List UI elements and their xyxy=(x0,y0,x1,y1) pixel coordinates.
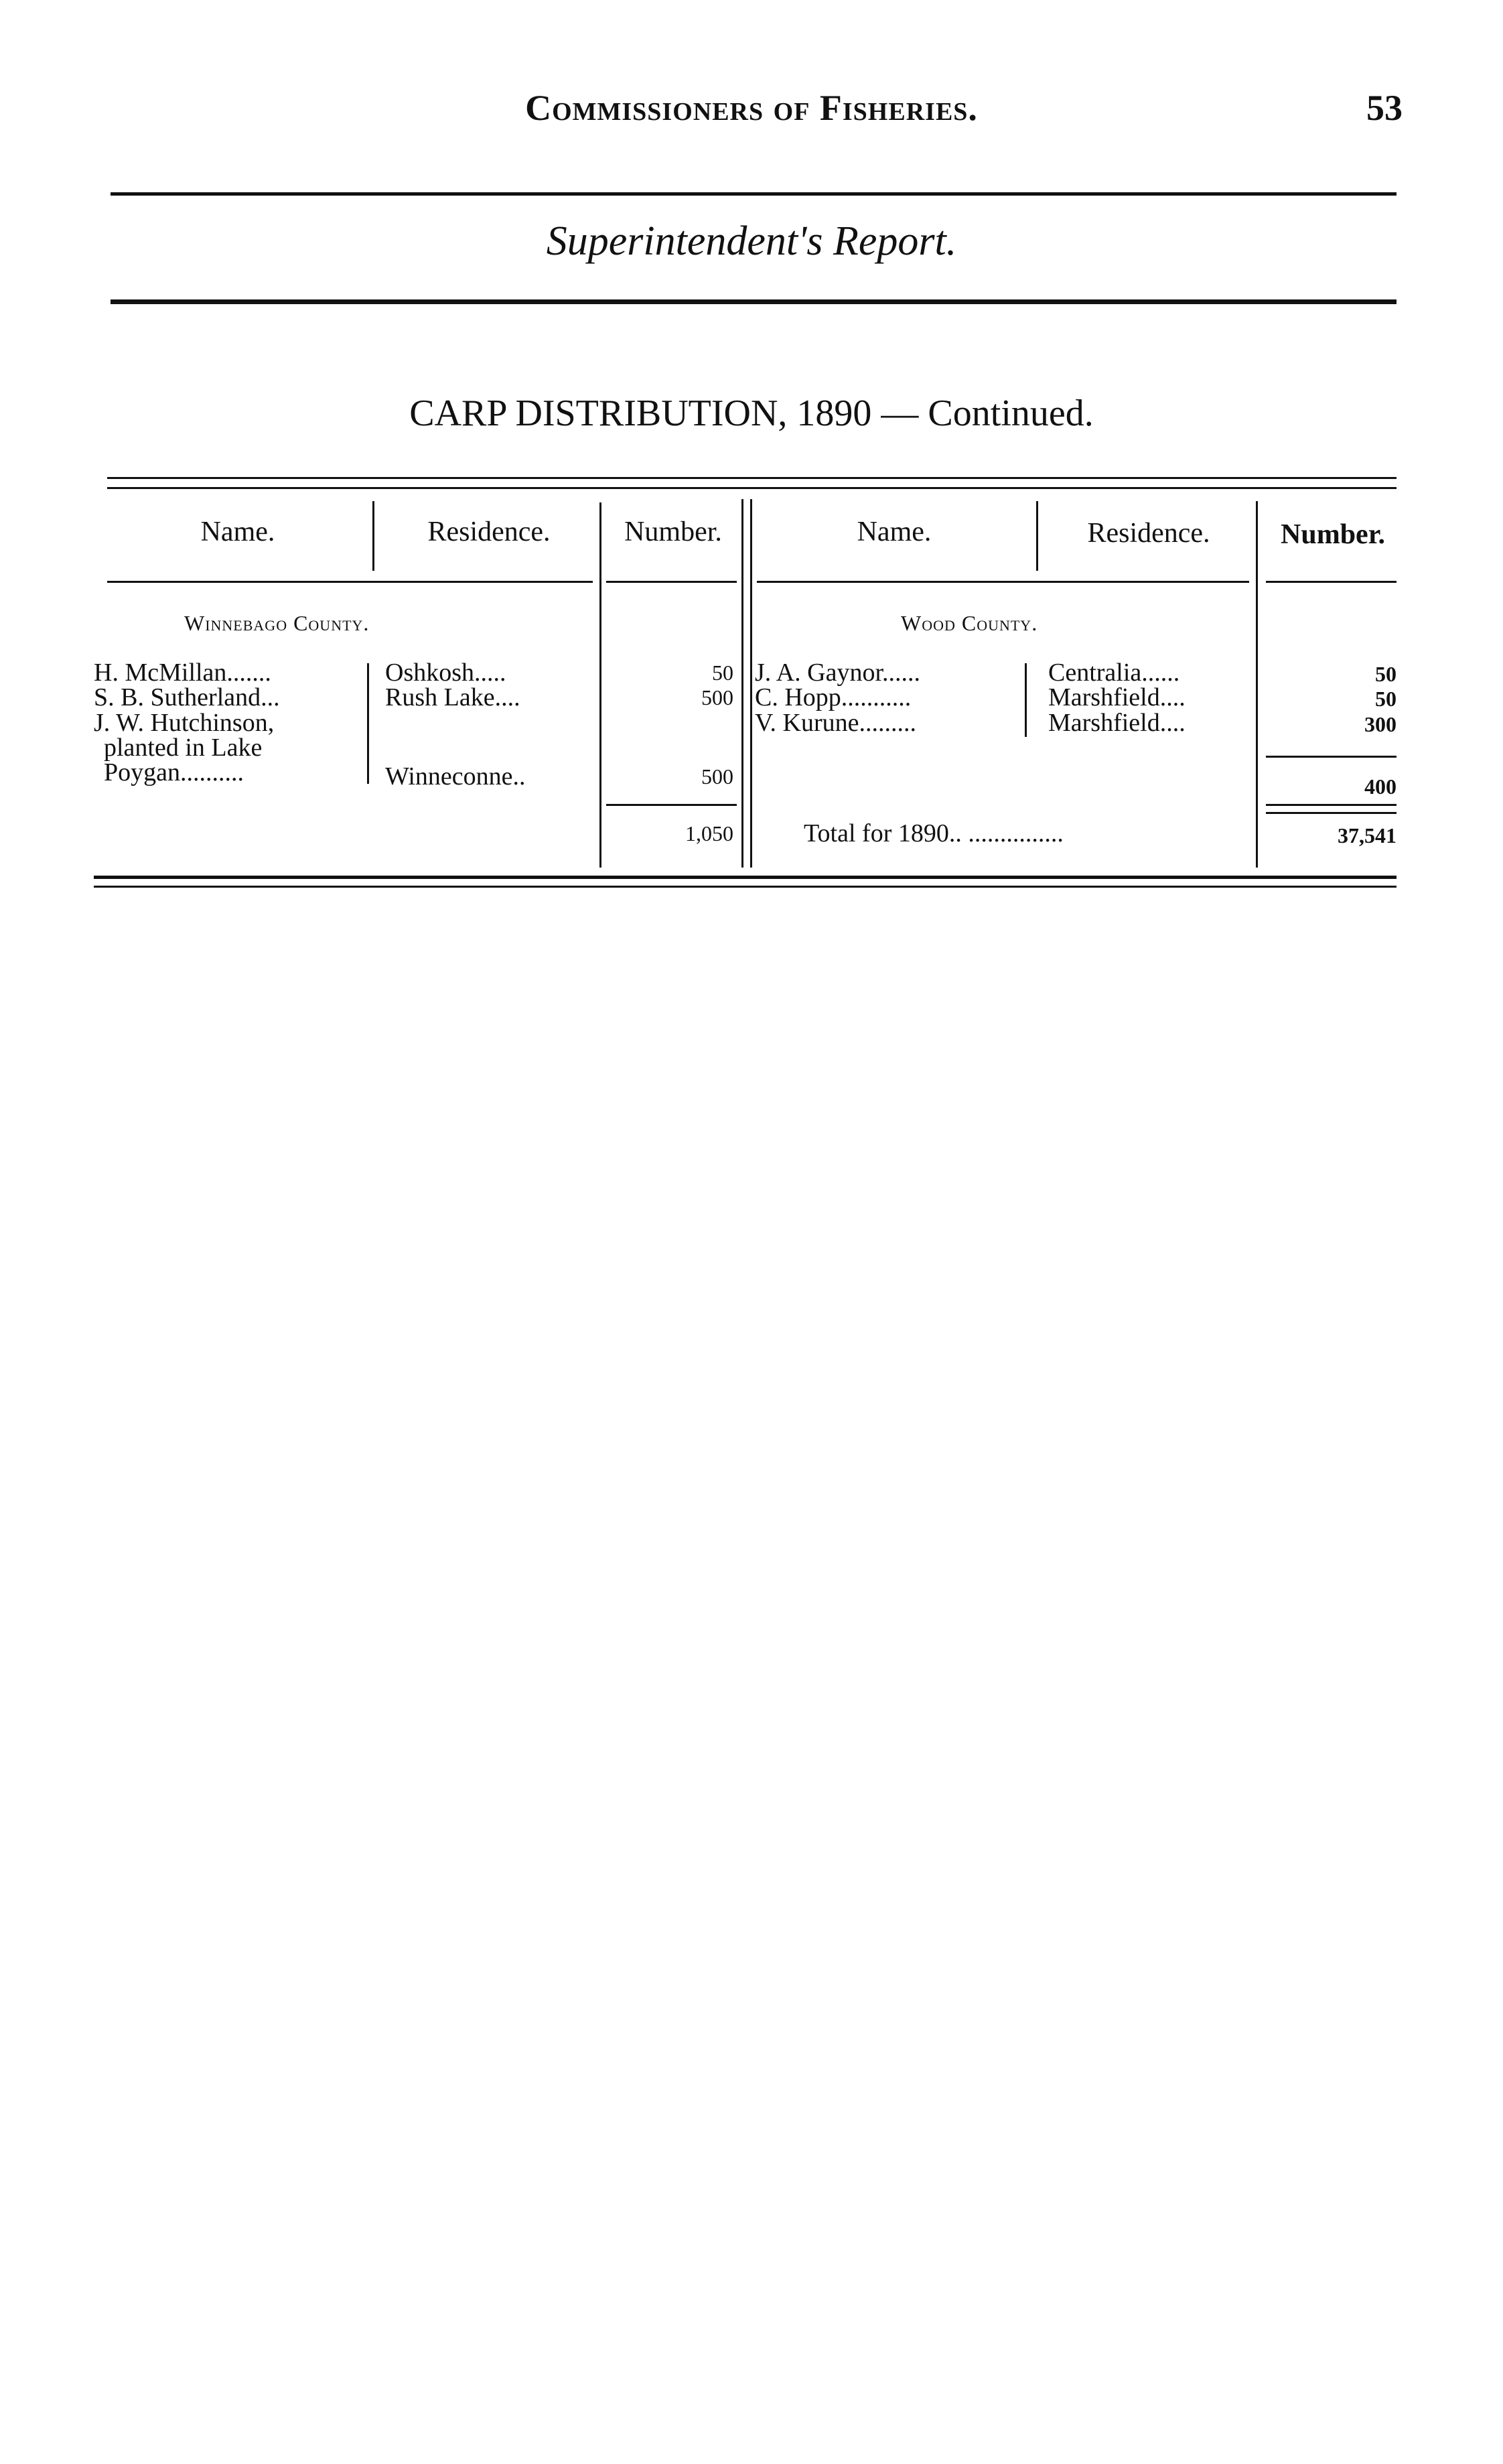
header-number-left: Number. xyxy=(624,517,722,547)
right-row-1-name: J. A. Gaynor...... xyxy=(755,659,920,687)
left-total: 1,050 xyxy=(685,821,733,845)
left-row-1-residence: Oshkosh..... xyxy=(385,659,506,687)
running-head: Commissioners of Fisheries. xyxy=(525,88,978,128)
rule-under-header-right-number xyxy=(1266,581,1397,583)
rule-under-header-right-names xyxy=(757,581,1249,583)
rule-under-subtitle xyxy=(111,299,1397,304)
sep-center-2 xyxy=(750,499,752,868)
left-row-3-name-line-1: J. W. Hutchinson, xyxy=(94,709,275,737)
table-title: CARP DISTRIBUTION, 1890 — Continued. xyxy=(409,393,1094,434)
rule-right-total-2 xyxy=(1266,812,1397,814)
rule-top xyxy=(111,192,1397,196)
sep-header-name-residence-right xyxy=(1036,501,1038,571)
rule-under-header-left-names xyxy=(107,581,593,583)
left-row-2-residence: Rush Lake.... xyxy=(385,683,520,711)
table-rule-top-1 xyxy=(107,477,1397,479)
sep-name-residence-left-body xyxy=(367,663,369,784)
right-total-label: Total for 1890.. ............... xyxy=(804,819,1064,847)
header-name-left: Name. xyxy=(200,517,275,547)
rule-right-subtotal xyxy=(1266,756,1397,758)
right-row-2-name: C. Hopp........... xyxy=(755,683,912,711)
right-row-2-number: 50 xyxy=(1375,687,1397,711)
rule-right-total-1 xyxy=(1266,804,1397,806)
right-row-2-residence: Marshfield.... xyxy=(1048,683,1186,711)
right-row-3-number: 300 xyxy=(1364,712,1397,736)
sep-center-1 xyxy=(741,499,743,868)
right-subtotal: 400 xyxy=(1364,774,1397,799)
right-row-3-residence: Marshfield.... xyxy=(1048,709,1186,737)
sep-header-name-residence-left xyxy=(372,501,374,571)
header-residence-right: Residence. xyxy=(1087,518,1210,549)
left-row-1-name: H. McMillan....... xyxy=(94,659,271,687)
page-number: 53 xyxy=(1366,88,1403,128)
right-row-1-number: 50 xyxy=(1375,662,1397,686)
table-rule-bottom-1 xyxy=(94,876,1397,879)
report-subtitle: Superintendent's Report. xyxy=(546,218,957,264)
table-rule-bottom-2 xyxy=(94,886,1397,888)
county-heading-left: Winnebago County. xyxy=(184,611,370,635)
right-row-1-residence: Centralia...... xyxy=(1048,659,1180,687)
right-row-3-name: V. Kurune......... xyxy=(755,709,917,737)
left-row-3-name-line-2: planted in Lake xyxy=(104,734,263,762)
rule-under-header-left-number xyxy=(606,581,737,583)
header-name-right: Name. xyxy=(857,517,932,547)
table-rule-top-2 xyxy=(107,487,1397,489)
sep-name-residence-right-body xyxy=(1025,663,1027,737)
sep-residence-number-left xyxy=(599,502,601,868)
header-residence-left: Residence. xyxy=(427,517,551,547)
left-row-1-number: 50 xyxy=(712,661,733,685)
left-row-3-number: 500 xyxy=(701,764,733,789)
county-heading-right: Wood County. xyxy=(901,611,1038,635)
left-row-2-name: S. B. Sutherland... xyxy=(94,683,280,711)
sep-residence-number-right xyxy=(1256,501,1258,868)
header-number-right: Number. xyxy=(1281,519,1385,550)
rule-left-total xyxy=(606,804,737,806)
left-row-3-residence: Winneconne.. xyxy=(385,762,526,791)
left-row-3-name-line-3: Poygan.......... xyxy=(104,758,244,786)
right-total: 37,541 xyxy=(1338,823,1397,847)
left-row-2-number: 500 xyxy=(701,685,733,709)
